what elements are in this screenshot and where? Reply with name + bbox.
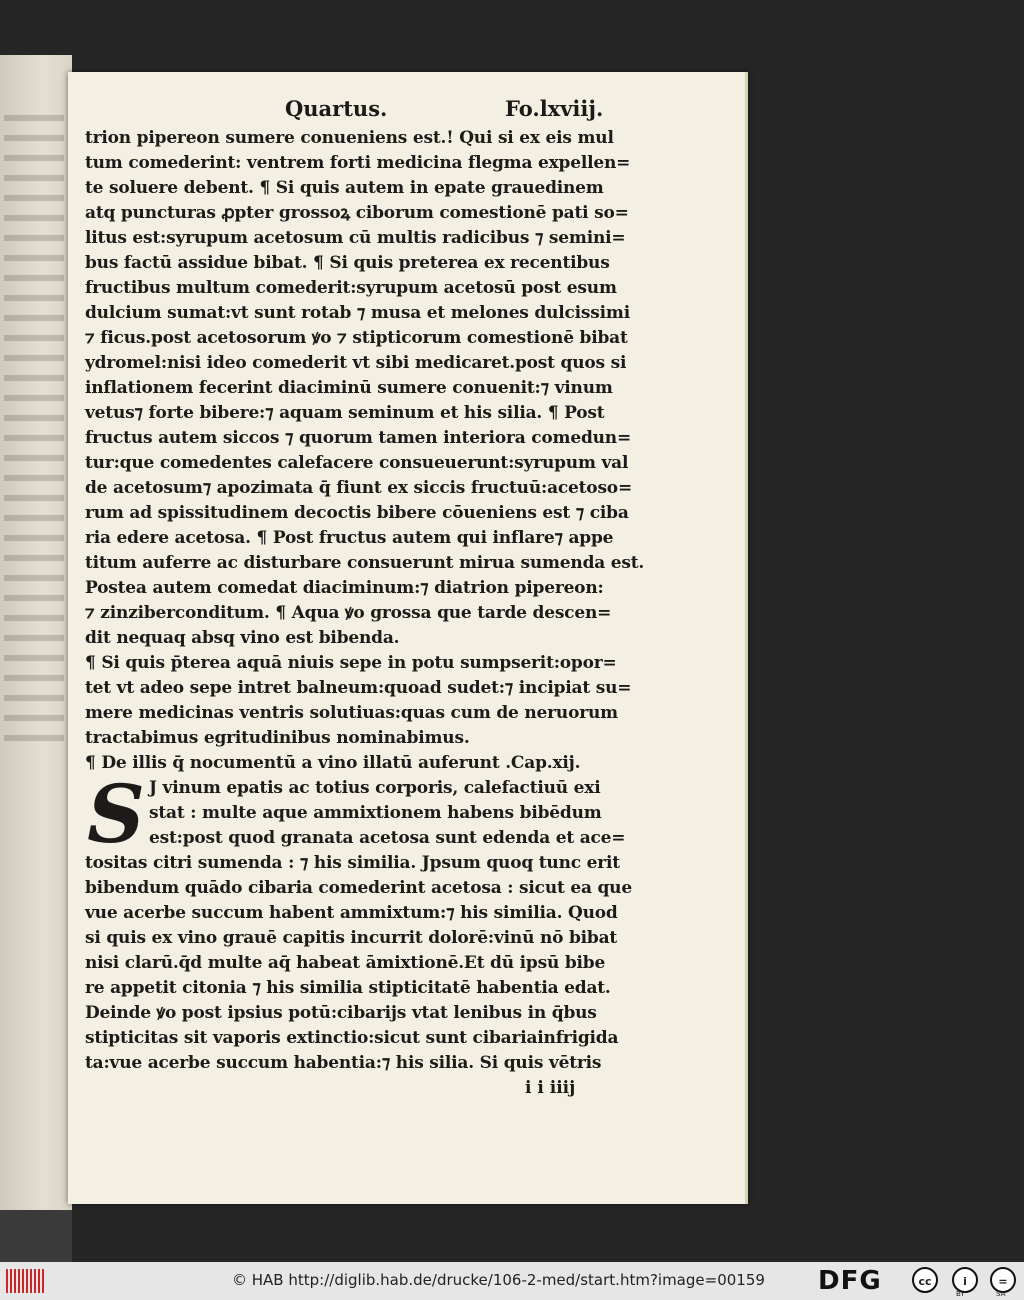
text-line: dulcium sumat:vt sunt rotab ⁊ musa et melones dulcissimi [85,303,630,323]
book-page [68,72,748,1204]
text-line: re appetit citonia ⁊ his similia stipticitatē habentia edat. [85,978,611,998]
text-line: mere medicinas ventris solutiuas:quas cum de neruorum [85,703,618,723]
text-line: ydromel:nisi ideo comederit vt sibi medicaret.post quos si [85,353,627,373]
text-line: trion pipereon sumere conueniens est.! Qui si ex eis mul [85,128,614,148]
text-line: bibendum quādo cibaria comederint acetosa : sicut ea que [85,878,632,898]
cc-sa-label: SA [996,1290,1006,1298]
cc-license-badge[interactable] [912,1266,1020,1296]
previous-page-text-bleed [4,115,64,755]
text-line: est:post quod granata acetosa sunt edenda et ace= [149,828,626,848]
running-head-title: Quartus. [285,96,388,121]
page-text-block [85,92,645,1101]
text-line: vetus⁊ forte bibere:⁊ aquam seminum et his silia. ¶ Post [85,403,605,423]
text-line: de acetosum⁊ apozimata q̄ fiunt ex siccis fructuū:acetoso= [85,478,632,498]
text-line: J vinum epatis ac totius corporis, calefactiuū exi [149,778,601,798]
text-lines-top [85,126,645,776]
text-line: ¶ Si quis p̄terea aquā niuis sepe in potu sumpserit:opor= [85,653,617,673]
viewer-background [0,1210,72,1262]
text-line: ⁊ zinziberconditum. ¶ Aqua ꝟo grossa que tarde descen= [85,603,612,623]
folio-number: Fo.lxviij. [505,96,604,121]
signature-mark: i i iiij [525,1078,576,1098]
text-line: tur:que comedentes calefacere consueuerunt:syrupum val [85,453,629,473]
text-line: tositas citri sumenda : ⁊ his similia. Jpsum quoq tunc erit [85,853,620,873]
copyright-link[interactable]: © HAB http://diglib.hab.de/drucke/106-2-med/start.htm?image=00159 [232,1271,765,1289]
running-head [85,92,645,126]
drop-cap-paragraph [85,767,645,861]
cc-sa-icon: = [990,1267,1016,1293]
text-line: stipticitas sit vaporis extinctio:sicut sunt cibariainfrigida [85,1028,619,1048]
hab-logo-icon [6,1269,46,1293]
drop-cap-initial: S [87,767,145,861]
text-line: Deinde ꝟo post ipsius potū:cibarijs vtat lenibus in q̄bus [85,1003,597,1023]
text-line: tractabimus egritudinibus nominabimus. [85,728,470,748]
text-line: bus factū assidue bibat. ¶ Si quis preterea ex recentibus [85,253,610,273]
text-line: nisi clarū.q̄d multe aq̄ habeat āmixtionē.Et dū ipsū bibe [85,953,606,973]
text-line: stat : multe aque ammixtionem habens bibēdum [149,803,602,823]
text-line: litus est:syrupum acetosum cū multis radicibus ⁊ semini= [85,228,626,248]
drop-cap-lines [85,767,645,861]
text-line: ta:vue acerbe succum habentia:⁊ his silia. Si quis vētris [85,1053,602,1073]
text-line: si quis ex vino grauē capitis incurrit dolorē:vinū nō bibat [85,928,618,948]
text-line: atq puncturas ꝓpter grossoꝝ ciborum comestionē pati so= [85,203,629,223]
text-line: tet vt adeo sepe intret balneum:quoad sudet:⁊ incipiat su= [85,678,632,698]
cc-by-label: BY [956,1290,965,1298]
text-line: ¶ De illis q̄ nocumentū a vino illatū auferunt .Cap.xij. [85,753,581,773]
cc-by-icon: i [952,1267,978,1293]
viewer-footer [0,1262,1024,1300]
text-line: ⁊ ficus.post acetosorum ꝟo ⁊ stipticorum comestionē bibat [85,328,628,348]
previous-page-edge [0,55,72,1255]
text-line: rum ad spissitudinem decoctis bibere cōueniens est ⁊ ciba [85,503,629,523]
text-line: Postea autem comedat diaciminum:⁊ diatrion pipereon: [85,578,604,598]
cc-icon: cc [912,1267,938,1293]
text-line: tum comederint: ventrem forti medicina flegma expellen= [85,153,631,173]
text-lines-bottom [85,851,645,1076]
text-line: ria edere acetosa. ¶ Post fructus autem qui inflare⁊ appe [85,528,614,548]
text-line: inflationem fecerint diaciminū sumere conuenit:⁊ vinum [85,378,613,398]
text-line: fructus autem siccos ⁊ quorum tamen interiora comedun= [85,428,631,448]
dfg-logo: DFG [818,1266,882,1296]
text-line: titum auferre ac disturbare consuerunt mirua sumenda est. [85,553,645,573]
text-line: te soluere debent. ¶ Si quis autem in epate grauedinem [85,178,604,198]
text-line: dit nequaq absq vino est bibenda. [85,628,400,648]
text-line: vue acerbe succum habent ammixtum:⁊ his similia. Quod [85,903,618,923]
text-line: fructibus multum comederit:syrupum acetosū post esum [85,278,617,298]
